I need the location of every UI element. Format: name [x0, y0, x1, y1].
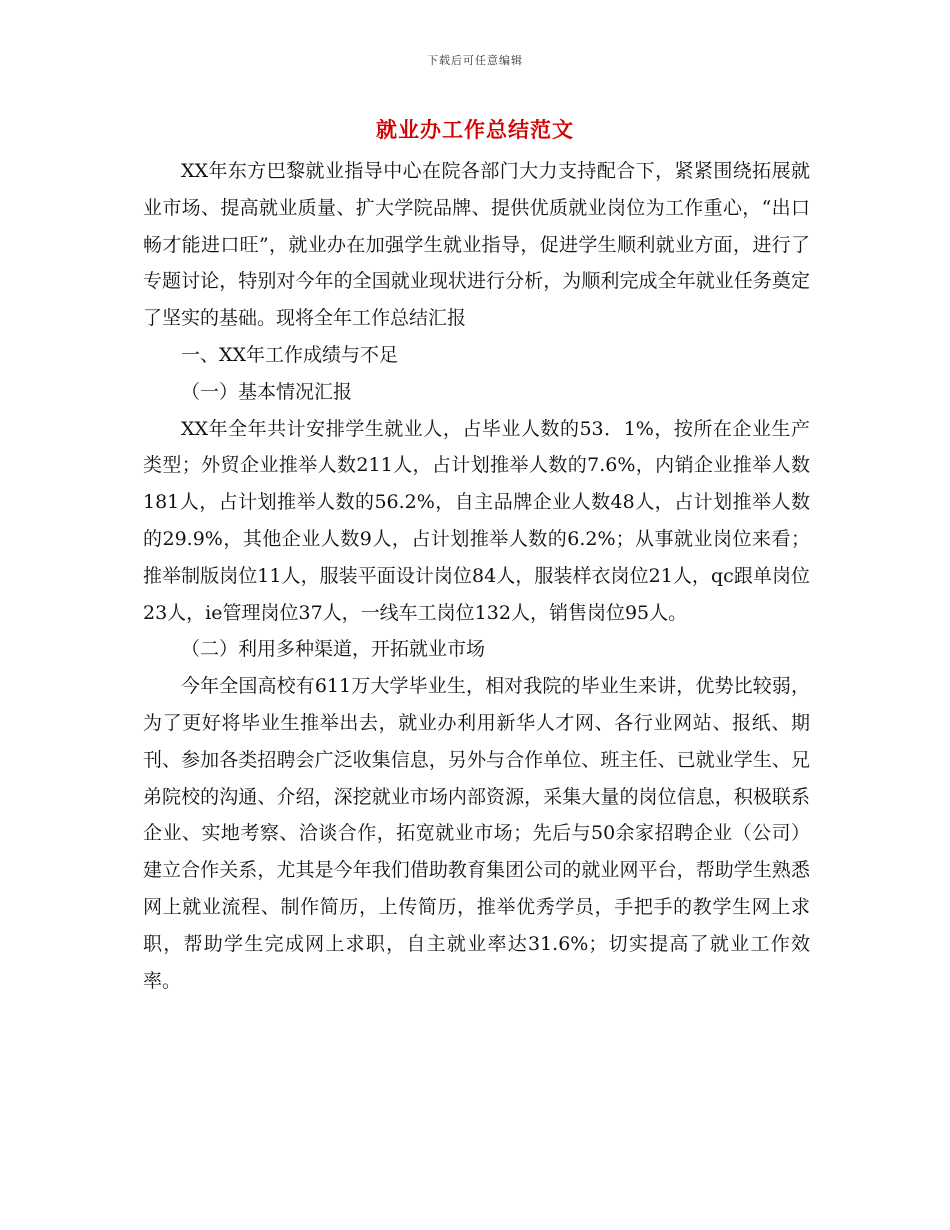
market-expansion-paragraph: 今年全国高校有611万大学毕业生，相对我院的毕业生来讲，优势比较弱，为了更好将毕业生推举出去，就业办利用新华人才网、各行业网站、报纸、期刊、参加各类招聘会广泛收集信息，另外与合作单位、班主任、已就业学生、兄弟院校的沟通、介绍，深挖就业市场内部资源，采集大量的岗位信息，积极联系企业、实地考察、洽谈合作，拓宽就业市场；先后与50余家招聘企业（公司）建立合作关系，尤其是今年我们借助教育集团公司的就业网平台，帮助学生熟悉网上就业流程、制作简历，上传简历，推举优秀学员，手把手的教学生网上求职，帮助学生完成网上求职，自主就业率达31.6%；切实提高了就业工作效率。 [143, 675, 810, 992]
document-title: 就业办工作总结范文 [376, 118, 574, 142]
subsection-heading-2: （二）利用多种渠道，开拓就业市场 [181, 638, 486, 661]
basic-situation-paragraph: XX年全年共计安排学生就业人，占毕业人数的53．1%，按所在企业生产类型；外贸企业推举人数211人，占计划推举人数的7.6%，内销企业推举人数181人，占计划推举人数的56.2%，自主品牌企业人数48人，占计划推举人数的29.9%，其他企业人数9人，占计划推举人数的6.2%；从事就业岗位来看；推举制版岗位11人，服装平面设计岗位84人，服装样衣岗位21人，qc跟单岗位23人，ie管理岗位37人，一线车工岗位132人，销售岗位95人。 [143, 417, 810, 624]
document-body [143, 153, 810, 999]
intro-paragraph: XX年东方巴黎就业指导中心在院各部门大力支持配合下，紧紧围绕拓展就业市场、提高就业质量、扩大学院品牌、提供优质就业岗位为工作重心，“出口畅才能进口旺”，就业办在加强学生就业指导，促进学生顺利就业方面，进行了专题讨论，特别对今年的全国就业现状进行分析，为顺利完成全年就业任务奠定了坚实的基础。现将全年工作总结汇报 [143, 160, 810, 330]
section-heading: 一、XX年工作成绩与不足 [181, 343, 399, 366]
subsection-heading-1: （一）基本情况汇报 [181, 380, 353, 403]
page-header-note: 下载后可任意编辑 [427, 54, 523, 67]
